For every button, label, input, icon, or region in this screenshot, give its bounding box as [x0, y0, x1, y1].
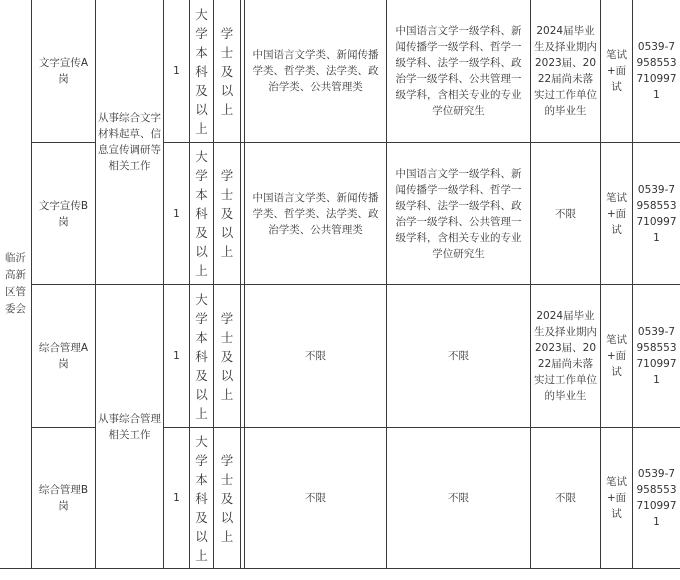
other-requirement-cell: 不限 [531, 143, 601, 285]
phone-cell: 0539-7958553 7109971 [633, 0, 680, 143]
education-cell: 大学本科及以上 [190, 143, 214, 285]
education-cell: 大学本科及以上 [190, 285, 214, 428]
degree-cell: 学士及以上 [214, 0, 241, 143]
position-cell: 综合管理B岗 [32, 428, 96, 569]
exam-method-cell: 笔试 +面试 [601, 0, 633, 143]
education-cell: 大学本科及以上 [190, 0, 214, 143]
undergrad-major-cell: 不限 [245, 428, 387, 569]
position-cell: 综合管理A岗 [32, 285, 96, 428]
position-cell: 文字宣传A岗 [32, 0, 96, 143]
undergrad-major-cell: 中国语言文学类、新闻传播学类、哲学类、法学类、政治学类、公共管理类 [245, 143, 387, 285]
education-cell: 大学本科及以上 [190, 428, 214, 569]
count-cell: 1 [164, 285, 190, 428]
job-duty-cell: 从事综合文字材料起草、信息宣传调研等相关工作 [96, 0, 164, 285]
table-row [0, 0, 680, 143]
grad-major-cell: 中国语言文学一级学科、新闻传播学一级学科、哲学一级学科、法学一级学科、政治学一级学科、公共管理一级学科，含相关专业的专业学位研究生 [387, 0, 531, 143]
count-cell: 1 [164, 0, 190, 143]
job-duty-cell: 从事综合管理相关工作 [96, 285, 164, 569]
degree-cell: 学士及以上 [214, 428, 241, 569]
phone-cell: 0539-7958553 7109971 [633, 428, 680, 569]
undergrad-major-cell: 不限 [245, 285, 387, 428]
exam-method-cell: 笔试 +面试 [601, 143, 633, 285]
count-cell: 1 [164, 143, 190, 285]
undergrad-major-cell: 中国语言文学类、新闻传播学类、哲学类、法学类、政治学类、公共管理类 [245, 0, 387, 143]
exam-method-cell: 笔试 +面试 [601, 285, 633, 428]
other-requirement-cell: 不限 [531, 428, 601, 569]
position-cell: 文字宣传B岗 [32, 143, 96, 285]
count-cell: 1 [164, 428, 190, 569]
degree-cell: 学士及以上 [214, 285, 241, 428]
degree-cell: 学士及以上 [214, 143, 241, 285]
grad-major-cell: 不限 [387, 285, 531, 428]
other-requirement-cell: 2024届毕业生及择业期内2023届、2022届尚未落实过工作单位的毕业生 [531, 0, 601, 143]
table-row [0, 285, 680, 428]
phone-cell: 0539-7958553 7109971 [633, 285, 680, 428]
exam-method-cell: 笔试 +面试 [601, 428, 633, 569]
unit-cell: 临沂高新区管委会 [0, 0, 32, 569]
other-requirement-cell: 2024届毕业生及择业期内2023届、2022届尚未落实过工作单位的毕业生 [531, 285, 601, 428]
grad-major-cell: 中国语言文学一级学科、新闻传播学一级学科、哲学一级学科、法学一级学科、政治学一级学科、公共管理一级学科，含相关专业的专业学位研究生 [387, 143, 531, 285]
phone-cell: 0539-7958553 7109971 [633, 143, 680, 285]
grad-major-cell: 不限 [387, 428, 531, 569]
